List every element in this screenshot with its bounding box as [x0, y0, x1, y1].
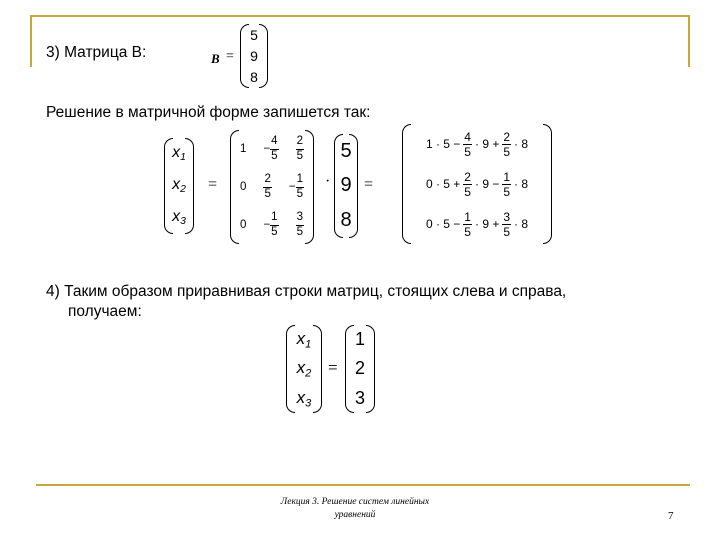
bracket-right	[543, 124, 552, 244]
x-vector	[164, 138, 194, 234]
bracket-left	[164, 138, 173, 234]
step4-line1: 4) Таким образом приравнивая строки матриц, стоящих слева и справа,	[46, 283, 567, 300]
bracket-right	[305, 130, 314, 244]
product-row: 0 · 5 − $\frac{1}{5}$ · 9 + $\frac{3}{5}$ · 8	[425, 209, 529, 239]
bracket-right	[259, 24, 268, 88]
product-row: 1 · 5 − $\frac{4}{5}$ · 9 + $\frac{2}{5}$ · 8	[425, 129, 529, 159]
slide-right-rule	[688, 15, 690, 67]
x-vector-item: $x_3$	[172, 208, 186, 228]
step4-line2: получаем:	[68, 303, 142, 320]
bracket-right	[366, 325, 375, 413]
inverse-cell: $\frac{2}{5}$	[296, 135, 303, 162]
b-vector-item: 5	[340, 139, 352, 162]
inverse-cell: − $\frac{4}{5}$	[263, 135, 278, 162]
result-value: 2	[354, 358, 365, 379]
matrix-b-value: 8	[250, 69, 258, 86]
b-vector	[334, 134, 358, 238]
inverse-cell: $\frac{3}{5}$	[296, 211, 303, 238]
b-vector-item: 9	[340, 174, 352, 197]
equals-sign: =	[364, 176, 374, 193]
footer-line2: уравнений	[334, 510, 376, 520]
x-vector-item: $x_1$	[296, 329, 312, 351]
x-vector-item: $x_2$	[172, 176, 186, 196]
matrix-b-value: 5	[250, 26, 258, 43]
page-number: 7	[668, 510, 674, 522]
matrix-b-name: B	[211, 51, 220, 66]
inverse-row	[240, 136, 304, 162]
matrix-b	[240, 24, 268, 88]
x-vector-item: $x_2$	[296, 358, 312, 380]
bracket-right	[313, 325, 322, 413]
multiply-dot: ·	[325, 173, 331, 190]
bracket-left	[345, 325, 354, 413]
result-value: 3	[354, 387, 365, 408]
inverse-cell: − $\frac{1}{5}$	[263, 211, 278, 238]
product-matrix	[402, 124, 552, 244]
result-vector	[345, 325, 375, 413]
inverse-cell: 1	[240, 143, 247, 155]
bracket-left	[240, 24, 249, 88]
inverse-row	[240, 212, 304, 238]
solution-intro: Решение в матричной форме запишется так:	[46, 104, 371, 121]
inverse-cell: $\frac{2}{5}$	[264, 173, 271, 200]
footer-title	[250, 496, 460, 522]
x-vector-item: $x_1$	[172, 144, 186, 164]
slide-left-rule	[30, 15, 32, 67]
result-x-vector	[286, 325, 322, 413]
bracket-right	[349, 134, 358, 238]
inverse-cell: − $\frac{1}{5}$	[288, 173, 303, 200]
bracket-left	[334, 134, 343, 238]
inverse-matrix	[230, 130, 314, 244]
bracket-left	[230, 130, 239, 244]
inverse-cell: 0	[240, 219, 247, 231]
matrix-b-equals: =	[226, 49, 234, 64]
result-value: 1	[354, 329, 365, 350]
b-vector-item: 8	[340, 209, 352, 232]
footer-line1: Лекция 3. Решение систем линейных	[280, 497, 430, 507]
inverse-row	[240, 174, 304, 200]
equals-sign: =	[328, 358, 338, 377]
matrix-b-value: 9	[250, 47, 258, 64]
step3-label: 3) Матрица В:	[46, 44, 147, 61]
bracket-right	[185, 138, 194, 234]
slide-top-rule	[30, 15, 690, 17]
equals-sign: =	[208, 176, 218, 193]
x-vector-item: $x_3$	[296, 387, 312, 409]
bracket-left	[286, 325, 295, 413]
bracket-left	[402, 124, 411, 244]
footer-rule	[36, 484, 690, 486]
inverse-cell: 0	[240, 181, 247, 193]
product-row: 0 · 5 + $\frac{2}{5}$ · 9 − $\frac{1}{5}$ · 8	[425, 169, 529, 199]
